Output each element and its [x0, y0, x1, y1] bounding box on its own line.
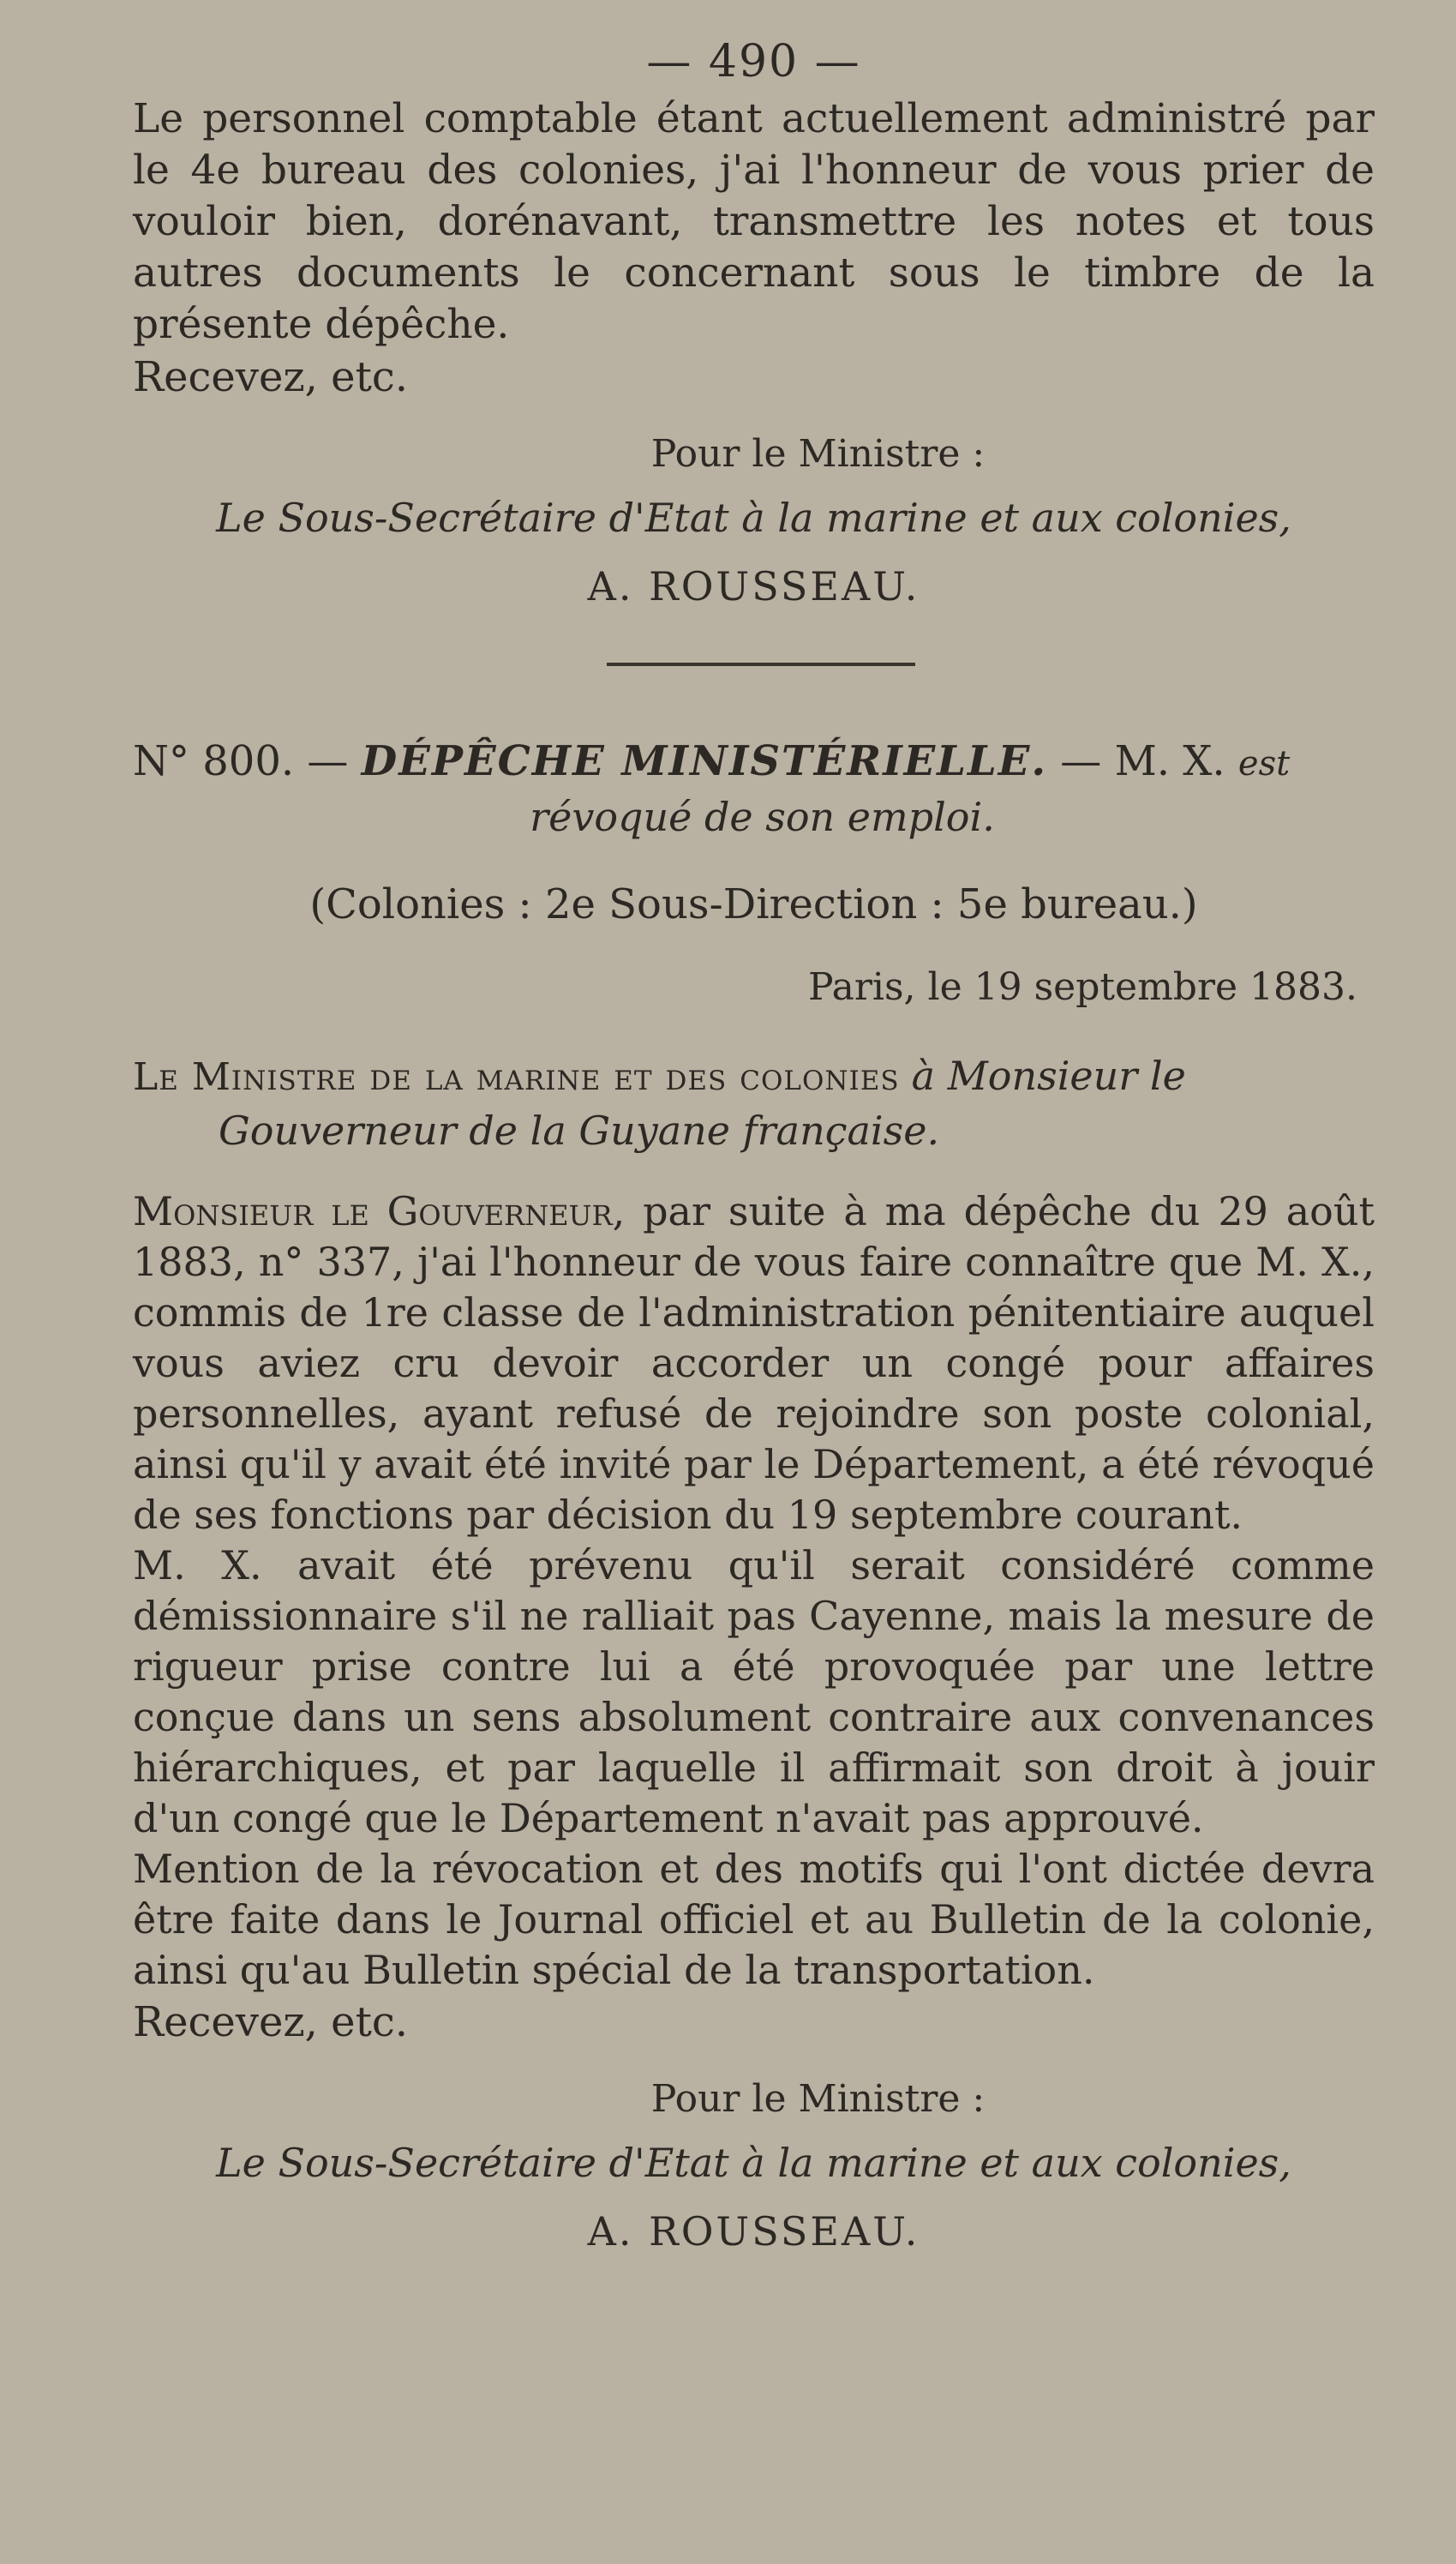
dispatch-number: N° 800. [133, 737, 295, 785]
previous-signature: A. ROUSSEAU. [587, 563, 920, 609]
dispatch-signature: A. ROUSSEAU. [587, 2208, 920, 2255]
previous-dispatch-paragraph: Le personnel comptable étant actuellement administré par le 4e bureau des colonies, j'ai l'honneur de vous prier de vouloir bien, dorénavant, transmettre les notes et tous autres documents le concernant sous le timbre de la présente dépêche. [133, 95, 1375, 348]
dispatch-heading [133, 735, 1375, 790]
paragraph-text: par suite à ma dépêche du 29 août 1883, n° 337, j'ai l'honneur de vous faire connaître que M. X., commis de 1re classe de l'administration pénitentiaire auquel vous aviez cru devoir accorder un congé pour affaires personnelles, ayant refusé de rejoindre son poste colonial, ainsi qu'il y avait été invité par le Département, a été révoqué de ses fonctions par décision du 19 septembre courant. [133, 1188, 1375, 1538]
body-paragraph: M. X. avait été prévenu qu'il serait considéré comme démissionnaire s'il ne ralliait pas Cayenne, mais la mesure de rigueur prise contre lui a été provoquée par une lettre conçue dans un sens absolument contraire aux convenances hiérarchiques, et par laquelle il affirmait son droit à jouir d'un congé que le Département n'avait pas approuvé. [133, 1542, 1375, 1841]
dispatch-subject-est: est [1237, 744, 1291, 784]
dispatch-title: DÉPÊCHE MINISTÉRIELLE. [361, 737, 1048, 785]
previous-dispatch-closing: Recevez, etc. [133, 353, 408, 401]
dispatch-subject-start: M. X. [1114, 737, 1225, 785]
dispatch-service: (Colonies : 2e Sous-Direction : 5e bureau.) [309, 880, 1198, 928]
salutation: Monsieur le Gouverneur, [133, 1188, 626, 1234]
body-paragraph [133, 1186, 1375, 1540]
body-paragraph: Mention de la révocation et des motifs qui l'ont dictée devra être faite dans le Journal officiel et au Bulletin de la colonie, ainsi qu'au Bulletin spécial de la transportation. [133, 1846, 1375, 1993]
dispatch-addressee [133, 1049, 1375, 1104]
dispatch-closing: Recevez, etc. [133, 1998, 408, 2046]
dispatch-date: Paris, le 19 septembre 1883. [807, 965, 1357, 1009]
dispatch-to: à Monsieur le [911, 1053, 1186, 1099]
page-number: — 490 — [646, 36, 861, 87]
dispatch-body [133, 1186, 1375, 1996]
dispatch-subject-rest: révoqué de son emploi. [530, 794, 995, 840]
previous-for-minister: Pour le Ministre : [650, 432, 986, 476]
dispatch-recipient: Gouverneur de la Guyane française. [219, 1108, 940, 1154]
previous-signatory-title: Le Sous-Secrétaire d'Etat à la marine et aux colonies, [216, 495, 1291, 541]
section-divider [607, 663, 915, 666]
dispatch-sender: Le Ministre de la marine et des colonies [133, 1055, 900, 1099]
heading-dash: — [307, 737, 349, 785]
heading-dash: — [1060, 737, 1102, 785]
dispatch-for-minister: Pour le Ministre : [650, 2077, 986, 2121]
dispatch-signatory-title: Le Sous-Secrétaire d'Etat à la marine et aux colonies, [216, 2140, 1291, 2186]
